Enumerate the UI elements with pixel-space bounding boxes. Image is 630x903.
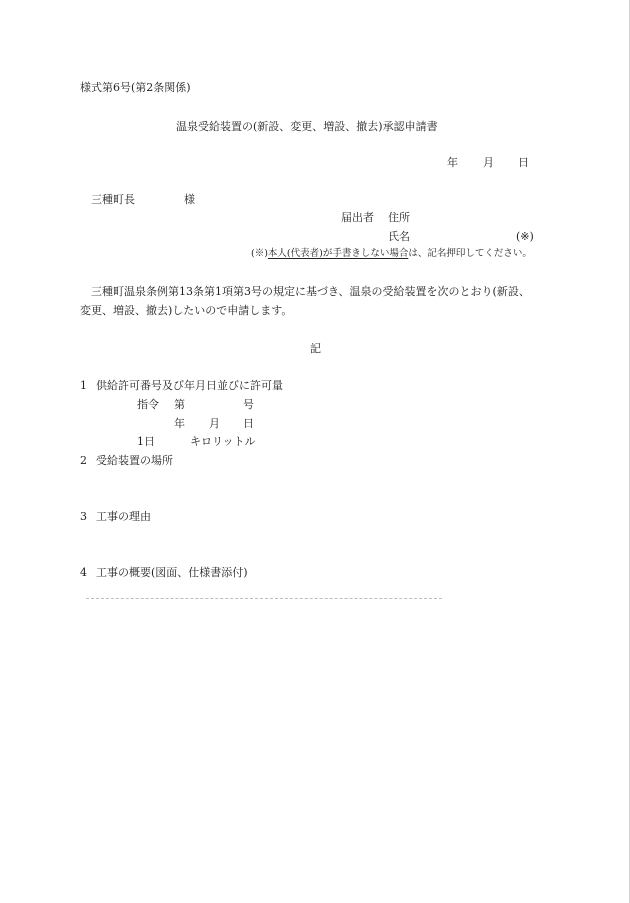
- item-2-label: 受給装置の場所: [96, 454, 173, 467]
- note-underlined: 本人(代表者)が手書きしない場合: [267, 248, 409, 259]
- addressee-honorific: 様: [184, 193, 195, 206]
- permit-day-label: 日: [243, 417, 254, 430]
- note-prefix: (※): [251, 248, 268, 259]
- item-2-number: 2: [80, 454, 87, 467]
- body-line-2: 変更、増設、撤去)したいので申請します。: [80, 304, 293, 317]
- dai-label: 第: [174, 398, 185, 411]
- name-label: 氏名: [388, 230, 410, 243]
- ki-heading: 記: [310, 342, 321, 355]
- body-line-1: 三種町温泉条例第13条第1項第3号の規定に基づき、温泉の受給装置を次のとおり(新設、: [91, 285, 530, 298]
- date-day-label: 日: [518, 156, 529, 169]
- item-4-number: 4: [80, 566, 87, 579]
- kiloliter-label: キロリットル: [190, 435, 256, 448]
- item-3-number: 3: [80, 510, 87, 523]
- form-number: 様式第6号(第2条関係): [80, 81, 191, 94]
- item-4-label: 工事の概要(図面、仕様書添付): [96, 566, 248, 579]
- permit-year-label: 年: [174, 417, 185, 430]
- shirei-label: 指令: [137, 398, 159, 411]
- per-day-label: 1日: [137, 435, 155, 448]
- addressee-name: 三種町長: [91, 193, 135, 206]
- address-label: 住所: [388, 211, 410, 224]
- seal-mark: (※): [516, 230, 534, 243]
- signature-note: [251, 249, 532, 259]
- date-month-label: 月: [483, 156, 494, 169]
- date-year-label: 年: [447, 156, 458, 169]
- item-3-label: 工事の理由: [96, 510, 151, 523]
- permit-month-label: 月: [209, 417, 220, 430]
- go-label: 号: [243, 398, 254, 411]
- item-1-label: 供給許可番号及び年月日並びに許可量: [96, 379, 283, 392]
- item-1-number: 1: [80, 379, 87, 392]
- applicant-label: 届出者: [341, 211, 374, 224]
- note-suffix: は、記名押印してください。: [408, 248, 532, 259]
- dashed-divider: [86, 598, 442, 599]
- document-title: 温泉受給装置の(新設、変更、増設、撤去)承認申請書: [176, 120, 438, 133]
